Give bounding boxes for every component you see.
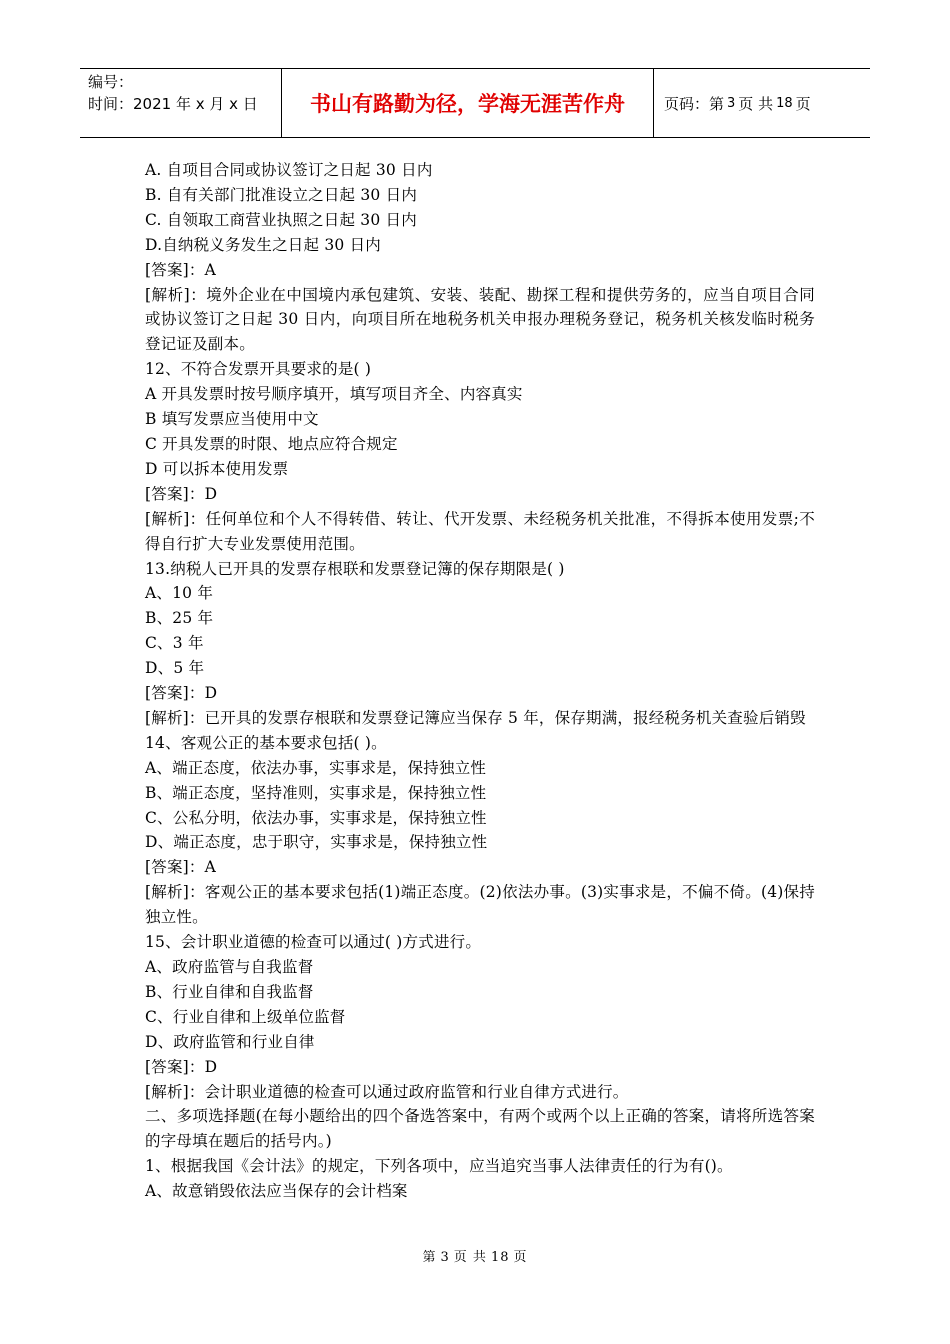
option-d: D.自纳税义务发生之日起 30 日内 — [145, 235, 381, 254]
footer-mid: 页 共 — [453, 1250, 487, 1265]
header-page-cell — [654, 69, 870, 137]
question-13: 13.纳税人已开具的发票存根联和发票登记簿的保存期限是( ) — [145, 559, 565, 578]
option-c: C. 自领取工商营业执照之日起 30 日内 — [145, 210, 417, 229]
answer: [答案]：D — [145, 484, 218, 503]
page-current: 3 — [727, 95, 736, 111]
explanation: [解析]：任何单位和个人不得转借、转让、代开发票、未经税务机关批准，不得拆本使用发票;不得自行扩大专业发票使用范围。 — [145, 509, 815, 553]
option-c: C、公私分明，依法办事，实事求是，保持独立性 — [145, 808, 487, 827]
option-d: D 可以拆本使用发票 — [145, 459, 289, 478]
page-total: 18 — [776, 95, 793, 111]
option-a: A. 自项目合同或协议签订之日起 30 日内 — [145, 161, 433, 179]
footer-total: 18 — [490, 1250, 510, 1265]
answer: [答案]：A — [145, 858, 216, 877]
option-c: C、3 年 — [145, 634, 204, 653]
page-mid: 页 共 — [738, 94, 774, 113]
option-b: B 填写发票应当使用中文 — [145, 410, 319, 429]
question-12: 12、不符合发票开具要求的是( ) — [145, 360, 372, 379]
footer-prefix: 第 — [422, 1250, 437, 1265]
answer: [答案]：D — [145, 684, 218, 703]
question-14: 14、客观公正的基本要求包括( )。 — [145, 733, 387, 752]
explanation: [解析]：已开具的发票存根联和发票登记簿应当保存 5 年，保存期满，报经税务机关查验后销毁 — [145, 708, 806, 727]
option-a: A、10 年 — [145, 584, 214, 603]
option-c: C、行业自律和上级单位监督 — [145, 1007, 346, 1026]
header-motto-cell — [282, 69, 654, 137]
option-b: B、25 年 — [145, 609, 214, 628]
answer: [答案]：A — [145, 260, 216, 279]
document-number-label: 编号： — [88, 73, 134, 91]
option-b: B、端正态度，坚持准则，实事求是，保持独立性 — [145, 783, 487, 802]
footer-current: 3 — [440, 1250, 450, 1265]
document-body — [145, 158, 815, 1204]
option-a: A、故意销毁依法应当保存的会计档案 — [145, 1182, 408, 1201]
section-heading-multiple-choice: 二、多项选择题(在每小题给出的四个备选答案中，有两个或两个以上正确的答案，请将所选答案的字母填在题后的括号内。) — [145, 1107, 815, 1151]
option-c: C 开具发票的时限、地点应符合规定 — [145, 434, 398, 453]
question-1: 1、根据我国《会计法》的规定，下列各项中，应当追究当事人法律责任的行为有()。 — [145, 1157, 733, 1176]
answer: [答案]：D — [145, 1057, 218, 1076]
explanation: [解析]：客观公正的基本要求包括(1)端正态度。(2)依法办事。(3)实事求是，不偏不倚。(4)保持独立性。 — [145, 883, 815, 927]
explanation: [解析]：会计职业道德的检查可以通过政府监管和行业自律方式进行。 — [145, 1082, 629, 1101]
question-15: 15、会计职业道德的检查可以通过( )方式进行。 — [145, 933, 482, 952]
header-info-cell — [80, 69, 282, 137]
option-b: B. 自有关部门批准设立之日起 30 日内 — [145, 185, 418, 204]
page-footer — [0, 1246, 950, 1265]
header-motto: 书山有路勤为径，学海无涯苦作舟 — [310, 92, 625, 116]
page-suffix: 页 — [795, 94, 811, 113]
option-a: A 开具发票时按号顺序填开，填写项目齐全、内容真实 — [145, 385, 523, 404]
option-d: D、5 年 — [145, 659, 205, 678]
option-a: A、政府监管与自我监督 — [145, 958, 314, 976]
option-d: D、端正态度，忠于职守，实事求是，保持独立性 — [145, 833, 488, 852]
page-prefix: 页码：第 — [664, 94, 725, 113]
option-b: B、行业自律和自我监督 — [145, 982, 314, 1001]
document-date: 时间：2021 年 x 月 x 日 — [88, 95, 258, 113]
option-d: D、政府监管和行业自律 — [145, 1032, 315, 1051]
footer-suffix: 页 — [513, 1250, 528, 1265]
option-a: A、端正态度，依法办事，实事求是，保持独立性 — [145, 758, 487, 777]
page-header — [80, 68, 870, 138]
explanation: [解析]：境外企业在中国境内承包建筑、安装、装配、勘探工程和提供劳务的，应当自项目合同或协议签订之日起 30 日内，向项目所在地税务机关申报办理税务登记，税务机关核发临时税务登记证及副本。 — [145, 285, 815, 354]
